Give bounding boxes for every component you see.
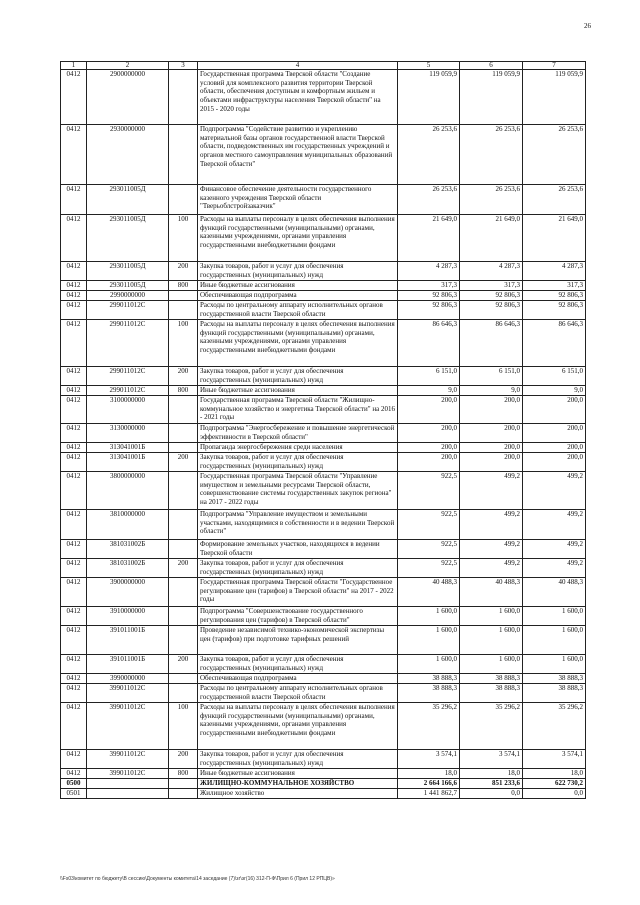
amount-year3-cell: 92 806,3	[523, 301, 586, 320]
expense-type-cell	[169, 510, 198, 540]
amount-year2-cell: 35 296,2	[460, 703, 523, 750]
expense-type-cell	[169, 125, 198, 185]
section-code-cell: 0412	[61, 626, 87, 655]
item-name-cell: Расходы на выплаты персоналу в целях обеспечения выполнения функций государственными (муниципальными) органами, казенными учреждениями, органами управления государственными внебюджетными фондами	[198, 703, 398, 750]
table-row	[61, 789, 586, 799]
amount-year1-cell: 26 253,6	[398, 185, 460, 215]
item-name-cell: ЖИЛИЩНО-КОММУНАЛЬНОЕ ХОЗЯЙСТВО	[198, 779, 398, 789]
amount-year1-cell: 922,5	[398, 559, 460, 578]
header-cell-4: 4	[198, 62, 398, 70]
table-row	[61, 750, 586, 769]
item-name-cell: Закупка товаров, работ и услуг для обеспечения государственных (муниципальных) нужд	[198, 453, 398, 472]
table-row	[61, 424, 586, 443]
amount-year1-cell: 922,5	[398, 540, 460, 559]
header-cell-1: 1	[61, 62, 87, 70]
amount-year3-cell: 622 730,2	[523, 779, 586, 789]
table-row	[61, 453, 586, 472]
section-code-cell: 0412	[61, 396, 87, 424]
amount-year2-cell: 21 649,0	[460, 215, 523, 262]
article-code-cell: 313041001Б	[87, 453, 169, 472]
expense-type-cell	[169, 443, 198, 453]
item-name-cell: Подпрограмма "Управление имуществом и земельными участками, находящимися в собственности и в ведении Тверской области"	[198, 510, 398, 540]
table-row	[61, 769, 586, 779]
amount-year3-cell: 3 574,1	[523, 750, 586, 769]
article-code-cell: 3910000000	[87, 607, 169, 626]
amount-year3-cell: 499,2	[523, 472, 586, 510]
article-code-cell: 2990000000	[87, 291, 169, 301]
article-code-cell: 313041001Б	[87, 443, 169, 453]
amount-year1-cell: 922,5	[398, 510, 460, 540]
article-code-cell: 391011001Б	[87, 626, 169, 655]
section-code-cell: 0412	[61, 386, 87, 396]
item-name-cell: Формирование земельных участков, находящихся в ведении Тверской области	[198, 540, 398, 559]
section-code-cell: 0412	[61, 540, 87, 559]
amount-year2-cell: 0,0	[460, 789, 523, 799]
article-code-cell: 299011012С	[87, 386, 169, 396]
article-code-cell	[87, 779, 169, 789]
expense-type-cell: 100	[169, 320, 198, 367]
expense-type-cell: 100	[169, 215, 198, 262]
section-code-cell: 0412	[61, 443, 87, 453]
expense-type-cell: 800	[169, 281, 198, 291]
article-code-cell: 293011005Д	[87, 185, 169, 215]
expense-type-cell: 200	[169, 750, 198, 769]
expense-type-cell	[169, 789, 198, 799]
table-row	[61, 703, 586, 750]
amount-year1-cell: 1 600,0	[398, 607, 460, 626]
amount-year3-cell: 1 600,0	[523, 607, 586, 626]
amount-year1-cell: 200,0	[398, 424, 460, 443]
article-code-cell: 391011001Б	[87, 655, 169, 674]
header-cell-3: 3	[169, 62, 198, 70]
item-name-cell: Государственная программа Тверской области "Создание условий для комплексного развития территории Тверской области, обеспечения доступным и комфортным жильем и объектами инфраструктуры населения Тверской области" на 2015 - 2020 годы	[198, 70, 398, 125]
expense-type-cell	[169, 578, 198, 607]
amount-year1-cell: 9,0	[398, 386, 460, 396]
item-name-cell: Государственная программа Тверской области "Жилищно-коммунальное хозяйство и энергетика Тверской области" на 2016 - 2021 годы	[198, 396, 398, 424]
item-name-cell: Подпрограмма "Совершенствование государственного регулирования цен (тарифов) в Тверской области"	[198, 607, 398, 626]
amount-year2-cell: 499,2	[460, 472, 523, 510]
amount-year3-cell: 86 646,3	[523, 320, 586, 367]
amount-year2-cell: 499,2	[460, 510, 523, 540]
amount-year3-cell: 4 287,3	[523, 262, 586, 281]
expense-type-cell	[169, 779, 198, 789]
header-cell-7: 7	[523, 62, 586, 70]
amount-year3-cell: 200,0	[523, 453, 586, 472]
amount-year2-cell: 38 888,3	[460, 674, 523, 684]
expense-type-cell: 200	[169, 262, 198, 281]
item-name-cell: Иные бюджетные ассигнования	[198, 769, 398, 779]
amount-year1-cell: 3 574,1	[398, 750, 460, 769]
expense-type-cell: 200	[169, 559, 198, 578]
section-code-cell: 0500	[61, 779, 87, 789]
amount-year2-cell: 1 600,0	[460, 626, 523, 655]
file-path-footer: \\Fs03\комитет по бюджету\В сессию\Документы комитета\14 заседание (7)\зг\зг(16) 312-П-Ф\Прил 6 (Прил 12 РПЦВ)»	[60, 876, 335, 882]
table-row	[61, 281, 586, 291]
amount-year3-cell: 200,0	[523, 443, 586, 453]
amount-year1-cell: 18,0	[398, 769, 460, 779]
amount-year1-cell: 6 151,0	[398, 367, 460, 386]
section-code-cell: 0412	[61, 125, 87, 185]
article-code-cell: 3810000000	[87, 510, 169, 540]
table-row	[61, 607, 586, 626]
amount-year3-cell: 92 806,3	[523, 291, 586, 301]
expense-type-cell: 200	[169, 655, 198, 674]
amount-year2-cell: 1 600,0	[460, 655, 523, 674]
amount-year1-cell: 21 649,0	[398, 215, 460, 262]
expense-type-cell: 100	[169, 703, 198, 750]
header-cell-6: 6	[460, 62, 523, 70]
amount-year2-cell: 6 151,0	[460, 367, 523, 386]
item-name-cell: Расходы по центральному аппарату исполнительных органов государственной власти Тверской области	[198, 301, 398, 320]
amount-year1-cell: 317,3	[398, 281, 460, 291]
section-code-cell: 0412	[61, 262, 87, 281]
table-row	[61, 684, 586, 703]
expense-type-cell	[169, 626, 198, 655]
amount-year1-cell: 200,0	[398, 453, 460, 472]
article-code-cell: 299011012С	[87, 367, 169, 386]
item-name-cell: Расходы на выплаты персоналу в целях обеспечения выполнения функций государственными (муниципальными) органами, казенными учреждениями, органами управления государственными внебюджетными фондами	[198, 215, 398, 262]
amount-year3-cell: 119 059,9	[523, 70, 586, 125]
expense-type-cell	[169, 396, 198, 424]
amount-year3-cell: 499,2	[523, 540, 586, 559]
amount-year2-cell: 92 806,3	[460, 301, 523, 320]
amount-year2-cell: 26 253,6	[460, 185, 523, 215]
amount-year2-cell: 200,0	[460, 396, 523, 424]
amount-year1-cell: 35 296,2	[398, 703, 460, 750]
table-row	[61, 320, 586, 367]
table-row	[61, 262, 586, 281]
expense-type-cell: 800	[169, 386, 198, 396]
amount-year3-cell: 35 296,2	[523, 703, 586, 750]
expense-type-cell	[169, 424, 198, 443]
expense-type-cell	[169, 607, 198, 626]
table-row	[61, 540, 586, 559]
item-name-cell: Подпрограмма "Энергосбережение и повышение энергетической эффективности в Тверской области"	[198, 424, 398, 443]
table-row	[61, 125, 586, 185]
header-row	[61, 62, 586, 70]
expense-type-cell: 200	[169, 453, 198, 472]
table-row	[61, 215, 586, 262]
item-name-cell: Закупка товаров, работ и услуг для обеспечения государственных (муниципальных) нужд	[198, 750, 398, 769]
table-row	[61, 779, 586, 789]
amount-year3-cell: 6 151,0	[523, 367, 586, 386]
expense-type-cell	[169, 472, 198, 510]
item-name-cell: Иные бюджетные ассигнования	[198, 281, 398, 291]
section-code-cell: 0412	[61, 559, 87, 578]
article-code-cell: 293011005Д	[87, 215, 169, 262]
article-code-cell: 3100000000	[87, 396, 169, 424]
amount-year3-cell: 200,0	[523, 396, 586, 424]
amount-year3-cell: 26 253,6	[523, 125, 586, 185]
table-row	[61, 301, 586, 320]
amount-year1-cell: 2 664 166,6	[398, 779, 460, 789]
section-code-cell: 0412	[61, 674, 87, 684]
header-cell-5: 5	[398, 62, 460, 70]
item-name-cell: Жилищное хозяйство	[198, 789, 398, 799]
amount-year2-cell: 119 059,9	[460, 70, 523, 125]
amount-year3-cell: 1 600,0	[523, 626, 586, 655]
table-row	[61, 559, 586, 578]
expense-type-cell	[169, 540, 198, 559]
amount-year3-cell: 9,0	[523, 386, 586, 396]
item-name-cell: Финансовое обеспечение деятельности государственного казенного учреждения Тверской области "Тверьоблстройзаказчик"	[198, 185, 398, 215]
expense-type-cell: 800	[169, 769, 198, 779]
amount-year2-cell: 317,3	[460, 281, 523, 291]
page-number: 26	[584, 22, 591, 30]
amount-year1-cell: 92 806,3	[398, 291, 460, 301]
article-code-cell: 381031002Б	[87, 540, 169, 559]
expense-type-cell	[169, 70, 198, 125]
item-name-cell: Проведение независимой технико-экономической экспертизы цен (тарифов) при подготовке тарифных решений	[198, 626, 398, 655]
amount-year3-cell: 38 888,3	[523, 674, 586, 684]
amount-year1-cell: 92 806,3	[398, 301, 460, 320]
item-name-cell: Расходы на выплаты персоналу в целях обеспечения выполнения функций государственными (муниципальными) органами, казенными учреждениями, органами управления государственными внебюджетными фондами	[198, 320, 398, 367]
article-code-cell: 293011005Д	[87, 262, 169, 281]
amount-year1-cell: 4 287,3	[398, 262, 460, 281]
item-name-cell: Пропаганда энергосбережения среди населения	[198, 443, 398, 453]
amount-year2-cell: 200,0	[460, 443, 523, 453]
table-row	[61, 510, 586, 540]
budget-table	[60, 61, 586, 799]
amount-year3-cell: 18,0	[523, 769, 586, 779]
amount-year1-cell: 119 059,9	[398, 70, 460, 125]
article-code-cell: 399011012С	[87, 750, 169, 769]
item-name-cell: Закупка товаров, работ и услуг для обеспечения государственных (муниципальных) нужд	[198, 655, 398, 674]
section-code-cell: 0412	[61, 453, 87, 472]
section-code-cell: 0412	[61, 320, 87, 367]
amount-year2-cell: 86 646,3	[460, 320, 523, 367]
amount-year1-cell: 38 888,3	[398, 674, 460, 684]
item-name-cell: Государственная программа Тверской области "Государственное регулирование цен (тарифов) в Тверской области" на 2017 - 2022 годы	[198, 578, 398, 607]
section-code-cell: 0412	[61, 769, 87, 779]
amount-year3-cell: 40 488,3	[523, 578, 586, 607]
amount-year2-cell: 1 600,0	[460, 607, 523, 626]
expense-type-cell	[169, 185, 198, 215]
expense-type-cell	[169, 301, 198, 320]
article-code-cell: 3990000000	[87, 674, 169, 684]
item-name-cell: Обеспечивающая подпрограмма	[198, 674, 398, 684]
amount-year2-cell: 9,0	[460, 386, 523, 396]
amount-year3-cell: 317,3	[523, 281, 586, 291]
section-code-cell: 0412	[61, 424, 87, 443]
header-cell-2: 2	[87, 62, 169, 70]
amount-year3-cell: 499,2	[523, 559, 586, 578]
table-row	[61, 443, 586, 453]
item-name-cell: Закупка товаров, работ и услуг для обеспечения государственных (муниципальных) нужд	[198, 367, 398, 386]
expense-type-cell	[169, 674, 198, 684]
table-row	[61, 578, 586, 607]
section-code-cell: 0412	[61, 70, 87, 125]
table-row	[61, 367, 586, 386]
table-row	[61, 674, 586, 684]
amount-year2-cell: 4 287,3	[460, 262, 523, 281]
section-code-cell: 0412	[61, 750, 87, 769]
amount-year1-cell: 922,5	[398, 472, 460, 510]
amount-year2-cell: 26 253,6	[460, 125, 523, 185]
section-code-cell: 0501	[61, 789, 87, 799]
section-code-cell: 0412	[61, 703, 87, 750]
article-code-cell: 2900000000	[87, 70, 169, 125]
table-row	[61, 386, 586, 396]
amount-year2-cell: 200,0	[460, 424, 523, 443]
amount-year2-cell: 18,0	[460, 769, 523, 779]
amount-year2-cell: 200,0	[460, 453, 523, 472]
expense-type-cell	[169, 291, 198, 301]
amount-year3-cell: 26 253,6	[523, 185, 586, 215]
section-code-cell: 0412	[61, 301, 87, 320]
section-code-cell: 0412	[61, 655, 87, 674]
section-code-cell: 0412	[61, 185, 87, 215]
amount-year3-cell: 499,2	[523, 510, 586, 540]
article-code-cell: 399011012С	[87, 769, 169, 779]
article-code-cell	[87, 789, 169, 799]
amount-year3-cell: 38 888,3	[523, 684, 586, 703]
article-code-cell: 399011012С	[87, 703, 169, 750]
article-code-cell: 2930000000	[87, 125, 169, 185]
section-code-cell: 0412	[61, 215, 87, 262]
amount-year3-cell: 200,0	[523, 424, 586, 443]
amount-year3-cell: 1 600,0	[523, 655, 586, 674]
article-code-cell: 3900000000	[87, 578, 169, 607]
amount-year1-cell: 26 253,6	[398, 125, 460, 185]
item-name-cell: Подпрограмма "Содействие развитию и укреплению материальной базы органов государственной власти Тверской области, подведомственных им государственных учреждений и органов местного самоуправления муниципальных образований Тверской области"	[198, 125, 398, 185]
amount-year1-cell: 40 488,3	[398, 578, 460, 607]
article-code-cell: 381031002Б	[87, 559, 169, 578]
expense-type-cell	[169, 684, 198, 703]
article-code-cell: 3800000000	[87, 472, 169, 510]
article-code-cell: 293011005Д	[87, 281, 169, 291]
amount-year2-cell: 92 806,3	[460, 291, 523, 301]
amount-year2-cell: 40 488,3	[460, 578, 523, 607]
article-code-cell: 299011012С	[87, 301, 169, 320]
article-code-cell: 3130000000	[87, 424, 169, 443]
item-name-cell: Обеспечивающая подпрограмма	[198, 291, 398, 301]
expense-type-cell: 200	[169, 367, 198, 386]
item-name-cell: Расходы по центральному аппарату исполнительных органов государственной власти Тверской области	[198, 684, 398, 703]
amount-year1-cell: 1 600,0	[398, 655, 460, 674]
section-code-cell: 0412	[61, 684, 87, 703]
table-row	[61, 626, 586, 655]
article-code-cell: 399011012С	[87, 684, 169, 703]
item-name-cell: Государственная программа Тверской области "Управление имуществом и земельными ресурсами Тверской области, совершенствование системы государственных закупок региона" на 2017 - 2022 годы	[198, 472, 398, 510]
amount-year3-cell: 0,0	[523, 789, 586, 799]
amount-year1-cell: 1 441 862,7	[398, 789, 460, 799]
table-row	[61, 185, 586, 215]
amount-year2-cell: 499,2	[460, 540, 523, 559]
table-row	[61, 396, 586, 424]
amount-year1-cell: 86 646,3	[398, 320, 460, 367]
section-code-cell: 0412	[61, 578, 87, 607]
item-name-cell: Иные бюджетные ассигнования	[198, 386, 398, 396]
table-row	[61, 472, 586, 510]
amount-year3-cell: 21 649,0	[523, 215, 586, 262]
section-code-cell: 0412	[61, 367, 87, 386]
item-name-cell: Закупка товаров, работ и услуг для обеспечения государственных (муниципальных) нужд	[198, 262, 398, 281]
amount-year2-cell: 499,2	[460, 559, 523, 578]
amount-year2-cell: 3 574,1	[460, 750, 523, 769]
amount-year1-cell: 200,0	[398, 396, 460, 424]
table-row	[61, 291, 586, 301]
section-code-cell: 0412	[61, 291, 87, 301]
section-code-cell: 0412	[61, 472, 87, 510]
item-name-cell: Закупка товаров, работ и услуг для обеспечения государственных (муниципальных) нужд	[198, 559, 398, 578]
table-row	[61, 70, 586, 125]
amount-year2-cell: 851 233,6	[460, 779, 523, 789]
section-code-cell: 0412	[61, 607, 87, 626]
amount-year1-cell: 1 600,0	[398, 626, 460, 655]
amount-year1-cell: 38 888,3	[398, 684, 460, 703]
amount-year2-cell: 38 888,3	[460, 684, 523, 703]
table-row	[61, 655, 586, 674]
section-code-cell: 0412	[61, 281, 87, 291]
article-code-cell: 299011012С	[87, 320, 169, 367]
section-code-cell: 0412	[61, 510, 87, 540]
amount-year1-cell: 200,0	[398, 443, 460, 453]
